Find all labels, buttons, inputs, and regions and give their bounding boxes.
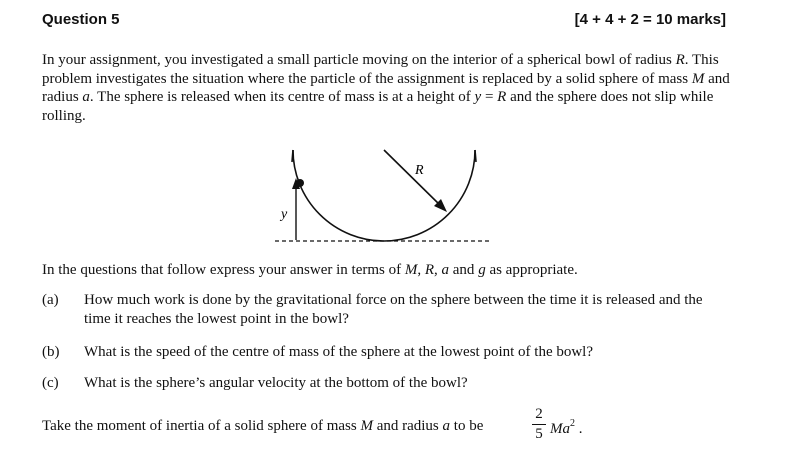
fraction-numerator: 2 <box>535 406 543 422</box>
bowl-rim-right <box>475 150 476 162</box>
instructions: In the questions that follow express your answer in terms of M, R, a and g as appropriate. <box>42 262 578 278</box>
fraction-two-fifths <box>532 406 546 443</box>
moment-text: Take the moment of inertia of a solid sphere of mass M and radius a to be <box>42 418 484 434</box>
question-title: Question 5 <box>42 11 120 28</box>
question-a-label: (a) <box>42 292 59 308</box>
moment-expression: Ma$^2$ . <box>550 418 583 437</box>
question-marks: [4 + 4 + 2 = 10 marks] <box>574 11 726 28</box>
bowl-rim-left <box>292 150 293 162</box>
question-b-label: (b) <box>42 344 60 360</box>
question-c-text: What is the sphere’s angular velocity at the bottom of the bowl? <box>84 375 468 391</box>
question-c-label: (c) <box>42 375 59 391</box>
fraction-denominator: 5 <box>535 426 543 442</box>
intro-paragraph: In your assignment, you investigated a small particle moving on the interior of a spherical bowl of radius R. This problem investigates the situation where the particle of the assignment is replaced by a solid sphere of mass M and radius a. The sphere is released when its centre of mass is at a height of y = R and the sphere does not slip while rolling. <box>42 52 730 124</box>
bowl-curve <box>293 150 475 241</box>
label-y: y <box>281 207 288 222</box>
question-b-text: What is the speed of the centre of mass of the sphere at the lowest point of the bowl? <box>84 344 594 360</box>
label-R: R <box>415 163 424 178</box>
radius-arrow <box>384 150 443 208</box>
question-a-text: How much work is done by the gravitational force on the sphere between the time it is released and the time it reaches the lowest point in the bowl? <box>84 292 703 327</box>
sphere-dot <box>296 179 304 187</box>
moment-of-inertia-note <box>42 406 742 452</box>
